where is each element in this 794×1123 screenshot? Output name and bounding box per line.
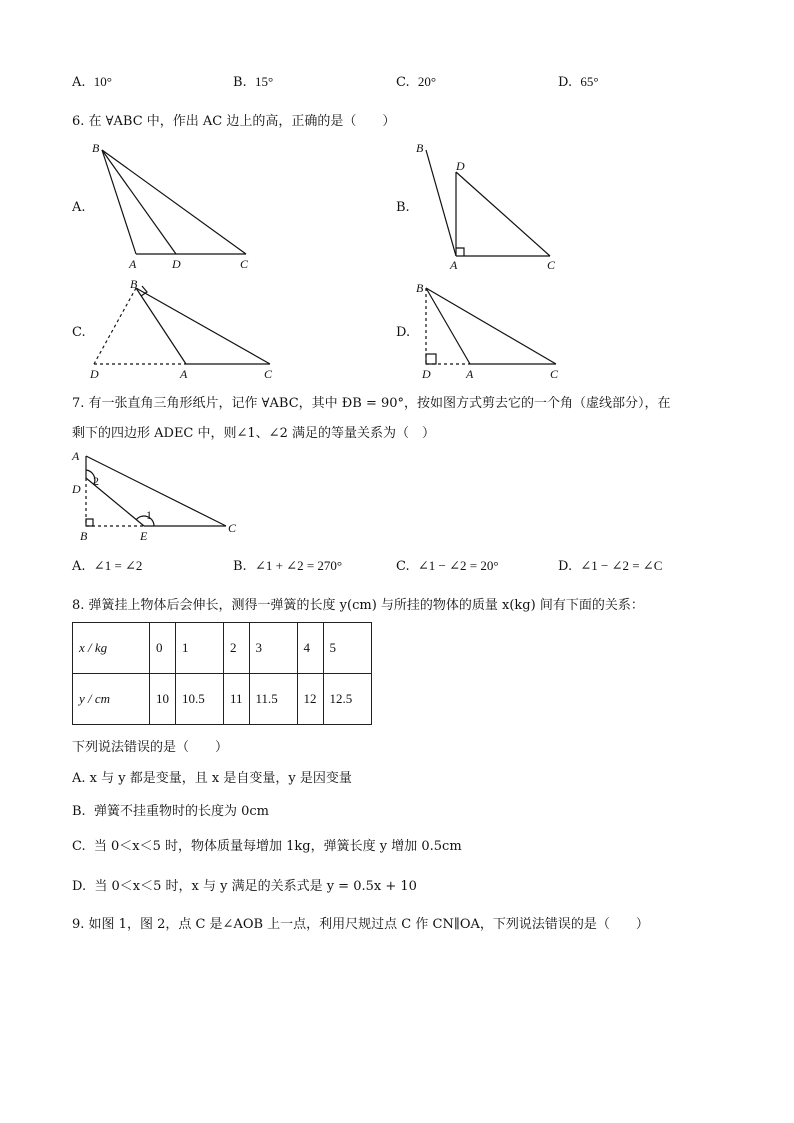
q7-label-c: C — [228, 521, 237, 535]
q5-option-c[interactable]: C. 20° — [396, 74, 437, 90]
q6-figure-c — [86, 276, 286, 384]
q7-question-line2: 剩下的四边形 ADEC 中，则∠1、∠2 满足的等量关系为（ ） — [72, 426, 435, 441]
q6-option-d-letter[interactable]: D. — [396, 325, 411, 340]
q6-figure-b — [410, 138, 570, 272]
q6-d-label-d: D — [422, 367, 431, 381]
q7-option-d[interactable]: D. ∠1 − ∠2 = ∠C — [558, 558, 663, 574]
q6-c-label-a: A — [180, 367, 188, 381]
q8-table-header-y: y / cm — [73, 674, 150, 725]
q8-table-header-x: x / kg — [73, 623, 150, 674]
q8-table-row-x — [73, 623, 372, 674]
table-cell: 3 — [249, 623, 297, 674]
q5-option-b[interactable]: B. 15° — [233, 74, 274, 90]
table-cell: 2 — [224, 623, 250, 674]
table-cell: 0 — [150, 623, 176, 674]
q6-a-label-c: C — [240, 257, 249, 271]
table-cell: 10.5 — [176, 674, 224, 725]
q6-c-label-b: B — [130, 277, 138, 291]
q8-option-c[interactable]: C. 当 0＜x＜5 时，物体质量每增加 1kg，弹簧长度 y 增加 0.5cm — [72, 839, 462, 854]
q6-b-label-c: C — [547, 258, 556, 272]
table-cell: 12.5 — [323, 674, 371, 725]
q5-option-a[interactable]: A. 10° — [72, 74, 112, 90]
table-cell: 11.5 — [249, 674, 297, 725]
table-cell: 5 — [323, 623, 371, 674]
q8-option-a[interactable]: A. x 与 y 都是变量，且 x 是自变量，y 是因变量 — [72, 771, 352, 786]
q6-option-a-letter[interactable]: A. — [72, 200, 86, 215]
table-cell: 12 — [297, 674, 323, 725]
q8-table — [72, 622, 372, 725]
q6-b-label-a: A — [450, 258, 458, 272]
q6-option-c-letter[interactable]: C. — [72, 325, 86, 340]
q5-option-d[interactable]: D. 65° — [558, 74, 599, 90]
q6-option-b-letter[interactable]: B. — [396, 200, 410, 215]
q6-d-label-c: C — [550, 367, 559, 381]
table-cell: 11 — [224, 674, 250, 725]
q6-d-label-b: B — [416, 281, 424, 295]
table-cell: 10 — [150, 674, 176, 725]
q7-label-a: A — [72, 449, 80, 463]
q7-label-b: B — [80, 529, 88, 543]
q6-b-label-d: D — [456, 159, 465, 173]
q8-option-b[interactable]: B. 弹簧不挂重物时的长度为 0cm — [72, 804, 269, 819]
q7-option-a[interactable]: A. ∠1 = ∠2 — [72, 558, 143, 574]
q8-table-row-y — [73, 674, 372, 725]
q7-label-e: E — [140, 529, 148, 543]
q6-question: 6. 在 ∀ABC 中，作出 AC 边上的高，正确的是（ ） — [72, 114, 396, 129]
q8-question: 8. 弹簧挂上物体后会伸长，测得一弹簧的长度 y(cm) 与所挂的物体的质量 x(kg) 间有下面的关系： — [72, 598, 644, 613]
q7-label-angle1: 1 — [146, 508, 152, 522]
q8-option-d[interactable]: D. 当 0＜x＜5 时，x 与 y 满足的关系式是 y = 0.5x + 10 — [72, 879, 417, 894]
q7-label-d: D — [72, 482, 81, 496]
q9-question: 9. 如图 1，图 2，点 C 是∠AOB 上一点，利用尺规过点 C 作 CN∥OA，下列说法错误的是（ ） — [72, 917, 649, 932]
q6-a-label-d: D — [172, 257, 181, 271]
q6-c-label-d: D — [90, 367, 99, 381]
q6-a-label-b: B — [92, 141, 100, 155]
q6-d-label-a: A — [466, 367, 474, 381]
q6-b-label-b: B — [416, 141, 424, 155]
q6-c-label-c: C — [264, 367, 273, 381]
q6-figure-d — [410, 278, 570, 384]
q7-option-b[interactable]: B. ∠1 + ∠2 = 270° — [233, 558, 343, 574]
table-cell: 1 — [176, 623, 224, 674]
table-cell: 4 — [297, 623, 323, 674]
q7-figure — [70, 448, 250, 548]
q7-question-line1: 7. 有一张直角三角形纸片，记作 ∀ABC，其中 ÐB = 90°，按如图方式剪去它的一个角（虚线部分），在 — [72, 396, 671, 411]
q7-label-angle2: 2 — [93, 474, 99, 488]
q6-figure-a — [86, 138, 256, 272]
q7-option-c[interactable]: C. ∠1 − ∠2 = 20° — [396, 558, 499, 574]
q6-a-label-a: A — [129, 257, 137, 271]
q8-prompt: 下列说法错误的是（ ） — [72, 740, 229, 755]
